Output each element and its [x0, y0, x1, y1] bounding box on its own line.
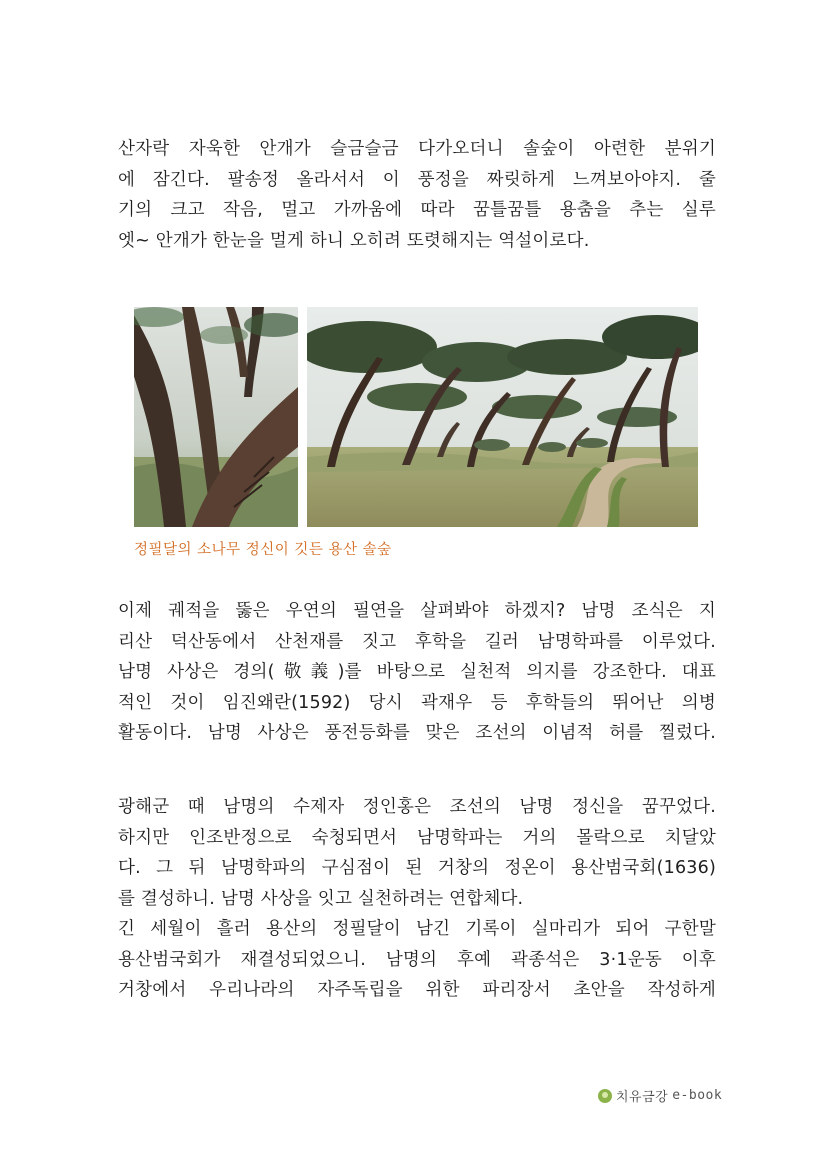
text-line: 를 결성하니. 남명 사상을 잇고 실천하려는 연합체다.: [118, 888, 524, 909]
intro-paragraph: [118, 134, 716, 256]
text-line: 남명 사상은 경의(敬義)를 바탕으로 실천적 의지를 강조한다. 대표: [118, 662, 716, 682]
text-line: 다. 그 뒤 남명학파의 구심점이 된 거창의 정온이 용산범국회(1636): [118, 858, 716, 878]
brand-name: 치유금강: [616, 1090, 669, 1105]
photo-figure: [134, 307, 698, 527]
nammyeong-paragraph: [118, 596, 716, 749]
text-line: 광해군 때 남명의 수제자 정인홍은 조선의 남명 정신을 꿈꾸었다.: [118, 797, 716, 817]
text-line: 에 잠긴다. 팔송정 올라서서 이 풍정을 짜릿하게 느껴보아야지. 줄: [118, 169, 716, 190]
text-line: 적인 것이 임진왜란(1592) 당시 곽재우 등 후학들의 뛰어난 의병: [118, 692, 716, 713]
text-line: 기의 크고 작음, 멀고 가까움에 따라 꿈틀꿈틀 용춤을 추는 실루: [118, 200, 716, 220]
text-line: 리산 덕산동에서 산천재를 짓고 후학을 길러 남명학파를 이루었다.: [118, 631, 716, 652]
pine-grove-photo: [307, 307, 698, 527]
text-line: 긴 세월이 흘러 용산의 정필달이 남긴 기록이 실마리가 되어 구한말: [118, 919, 716, 939]
figure-caption: 정필달의 소나무 정신이 깃든 용산 솔숲: [134, 542, 392, 558]
ebook-label: e-book: [672, 1088, 723, 1103]
text-line: 활동이다. 남명 사상은 풍전등화를 맞은 조선의 이념적 허를 찔렀다.: [118, 723, 716, 743]
text-line: 산자락 자욱한 안개가 슬금슬금 다가오더니 솔숲이 아련한 분위기: [118, 139, 716, 159]
pine-trunks-photo: [134, 307, 298, 527]
text-line: 하지만 인조반정으로 숙청되면서 남명학파는 거의 몰락으로 치달았: [118, 827, 716, 848]
footer-branding: [598, 1086, 722, 1105]
text-line: 이제 궤적을 뚫은 우연의 필연을 살펴봐야 하겠지? 남명 조식은 지: [118, 601, 716, 621]
history-paragraph: [118, 792, 716, 1006]
text-line: 용산범국회가 재결성되었으니. 남명의 후예 곽종석은 3·1운동 이후: [118, 949, 716, 970]
text-line: 거창에서 우리나라의 자주독립을 위한 파리장서 초안을 작성하게: [118, 980, 716, 1000]
leaf-logo-icon: [598, 1089, 612, 1103]
text-line: 엣~ 안개가 한눈을 멀게 하니 오히려 또렷해지는 역설이로다.: [118, 230, 590, 251]
